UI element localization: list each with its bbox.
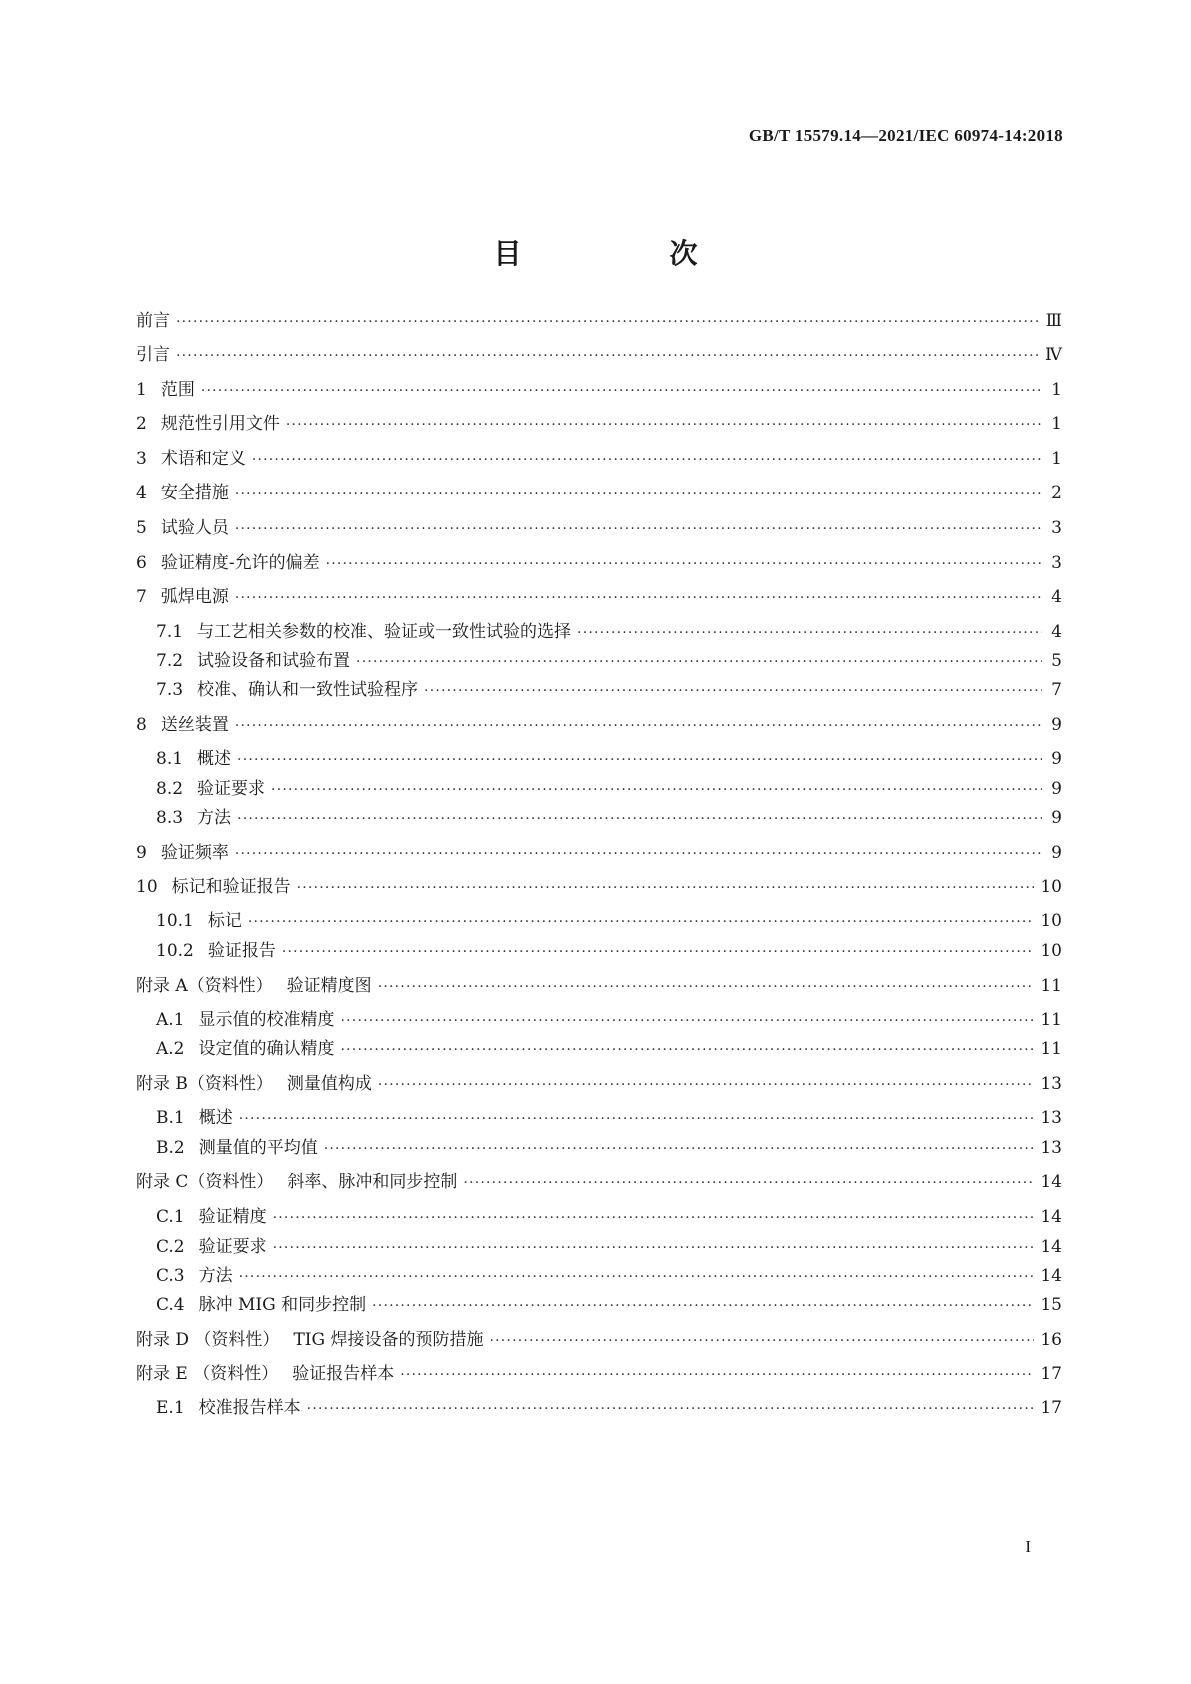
toc-entry[interactable] — [136, 1170, 1062, 1194]
toc-entry-page: 14 — [1040, 1172, 1062, 1192]
toc-entry-number: 附录 D （资料性） — [136, 1330, 280, 1350]
toc-dot-leader — [341, 1038, 1035, 1062]
toc-entry-title: 验证报告 — [207, 941, 276, 961]
toc-dot-leader — [372, 1294, 1034, 1318]
toc-entry-page: 4 — [1051, 622, 1062, 642]
toc-dot-leader — [273, 1206, 1035, 1230]
toc-entry-number: 8 — [136, 715, 147, 735]
toc-entry-page: 9 — [1051, 808, 1062, 828]
toc-entry-number: C.1 — [156, 1207, 185, 1227]
standard-code: GB/T 15579.14—2021/IEC 60974-14:2018 — [748, 126, 1063, 145]
toc-entry-page: 7 — [1051, 680, 1062, 700]
toc-entry-title: 设定值的确认精度 — [198, 1039, 335, 1059]
toc-entry-page: 9 — [1051, 715, 1062, 735]
toc-entry-page: 13 — [1040, 1108, 1062, 1128]
toc-entry-title: 术语和定义 — [160, 449, 246, 469]
toc-entry-number: A.1 — [156, 1010, 185, 1030]
toc-entry[interactable] — [156, 1293, 1062, 1317]
toc-dot-leader — [201, 379, 1042, 403]
toc-entry-page: 4 — [1051, 587, 1062, 607]
toc-entry-number: 附录 E （资料性） — [136, 1364, 279, 1384]
toc-entry-number: 10.2 — [156, 941, 194, 961]
toc-dot-leader — [463, 1171, 1034, 1195]
toc-entry-number: 附录 A（资料性） — [136, 976, 273, 996]
toc-entry-title: 脉冲 MIG 和同步控制 — [198, 1295, 367, 1315]
toc-entry-title: 验证精度 — [198, 1207, 267, 1227]
toc-entry-title: 验证报告样本 — [292, 1364, 395, 1384]
toc-entry-title: 验证频率 — [160, 843, 229, 863]
toc-entry[interactable] — [156, 1205, 1062, 1229]
toc-entry-page: 2 — [1051, 483, 1062, 503]
toc-entry-page: 9 — [1051, 749, 1062, 769]
toc-entry-title: 测量值构成 — [286, 1074, 372, 1094]
toc-entry-title: 方法 — [197, 808, 232, 828]
toc-dot-leader — [378, 975, 1035, 999]
toc-entry-page: 13 — [1040, 1138, 1062, 1158]
toc-entry-number: 7 — [136, 587, 147, 607]
toc-entry-title: 试验设备和试验布置 — [197, 651, 351, 671]
toc-dot-leader — [297, 876, 1035, 900]
toc-entry-page: 17 — [1040, 1364, 1062, 1384]
toc-entry-title: 校准、确认和一致性试验程序 — [197, 680, 419, 700]
toc-entry-title: 规范性引用文件 — [160, 414, 280, 434]
toc-entry[interactable] — [136, 841, 1062, 865]
toc-entry-title: 校准报告样本 — [198, 1398, 301, 1418]
toc-entry[interactable] — [156, 1235, 1062, 1259]
toc-dot-leader — [252, 448, 1042, 472]
toc-entry-title: 前言 — [136, 311, 170, 331]
toc-entry-number: 9 — [136, 843, 147, 863]
toc-entry[interactable] — [136, 585, 1062, 609]
toc-entry-title: 方法 — [198, 1266, 233, 1286]
toc-entry-number: 附录 C（资料性） — [136, 1172, 274, 1192]
toc-entry-number: 2 — [136, 414, 147, 434]
toc-entry-page: 1 — [1051, 380, 1062, 400]
toc-entry-title: 验证要求 — [197, 779, 266, 799]
toc-entry[interactable] — [156, 1264, 1062, 1288]
page-title: 目 次 — [493, 237, 758, 270]
toc-entry-title: 安全措施 — [160, 483, 229, 503]
toc-dot-leader — [282, 940, 1035, 964]
toc-entry-number: 1 — [136, 380, 147, 400]
toc-entry[interactable] — [136, 974, 1062, 998]
toc-dot-leader — [378, 1073, 1034, 1097]
toc-entry[interactable] — [156, 620, 1062, 644]
toc-entry[interactable] — [136, 1328, 1062, 1352]
toc-dot-leader — [326, 552, 1042, 576]
toc-entry-page: 5 — [1051, 651, 1062, 671]
toc-entry[interactable] — [136, 1072, 1062, 1096]
toc-entry-page: 9 — [1051, 843, 1062, 863]
toc-dot-leader — [324, 1137, 1035, 1161]
toc-entry-page: 3 — [1051, 553, 1062, 573]
toc-entry-number: C.2 — [156, 1237, 185, 1257]
toc-entry-number: 8.1 — [156, 749, 184, 769]
toc-entry[interactable] — [136, 551, 1062, 575]
toc-dot-leader — [235, 517, 1042, 541]
toc-entry-title: 标记 — [207, 911, 242, 931]
toc-entry-number: B.2 — [156, 1138, 185, 1158]
page-number: I — [1025, 1537, 1031, 1556]
toc-entry-title: 显示值的校准精度 — [198, 1010, 335, 1030]
toc-entry-page: 3 — [1051, 518, 1062, 538]
toc-entry-page: 14 — [1040, 1207, 1062, 1227]
toc-dot-leader — [489, 1329, 1034, 1353]
toc-entry-number: 8.3 — [156, 808, 184, 828]
toc-entry[interactable] — [156, 1008, 1062, 1032]
toc-entry-title: 与工艺相关参数的校准、验证或一致性试验的选择 — [197, 622, 572, 642]
toc-entry-title: 概述 — [197, 749, 232, 769]
toc-entry-title: 概述 — [198, 1108, 233, 1128]
toc-entry-number: B.1 — [156, 1108, 185, 1128]
toc-dot-leader — [286, 413, 1042, 437]
toc-entry[interactable] — [136, 309, 1062, 333]
toc-entry-number: C.3 — [156, 1266, 185, 1286]
toc-entry-page: 9 — [1051, 779, 1062, 799]
toc-dot-leader — [239, 1265, 1035, 1289]
toc-entry-page: 11 — [1040, 1010, 1062, 1030]
toc-entry-title: 验证精度-允许的偏差 — [160, 553, 320, 573]
toc-entry[interactable] — [136, 447, 1062, 471]
toc-entry-number: 6 — [136, 553, 147, 573]
toc-entry[interactable] — [136, 343, 1062, 367]
toc-dot-leader — [273, 1236, 1035, 1260]
toc-entry-number: 7.2 — [156, 651, 184, 671]
toc-entry-page: 13 — [1040, 1074, 1062, 1094]
toc-entry-title: 测量值的平均值 — [198, 1138, 318, 1158]
toc-entry-page: 10 — [1040, 941, 1062, 961]
toc-entry-page: 1 — [1051, 414, 1062, 434]
toc-entry-number: 7.1 — [156, 622, 184, 642]
toc-entry[interactable] — [156, 806, 1062, 830]
toc-entry[interactable] — [156, 649, 1062, 673]
toc-entry-number: 7.3 — [156, 680, 184, 700]
toc-entry[interactable] — [156, 939, 1062, 963]
toc-entry-title: 试验人员 — [160, 518, 229, 538]
toc-entry-page: 11 — [1040, 976, 1062, 996]
toc-entry-number: 3 — [136, 449, 147, 469]
toc-entry-page: 1 — [1051, 449, 1062, 469]
toc-entry[interactable] — [156, 909, 1062, 933]
toc-entry-page: 10 — [1040, 877, 1062, 897]
toc-dot-leader — [176, 310, 1040, 334]
toc-dot-leader — [307, 1397, 1035, 1421]
toc-entry-number: E.1 — [156, 1398, 185, 1418]
toc-entry-number: 10 — [136, 877, 158, 897]
toc-entry-title: 斜率、脉冲和同步控制 — [287, 1172, 458, 1192]
toc-entry-number: 10.1 — [156, 911, 194, 931]
toc-dot-leader — [424, 679, 1042, 703]
toc-entry-page: 11 — [1040, 1039, 1062, 1059]
toc-entry-page: 17 — [1040, 1398, 1062, 1418]
toc-entry[interactable] — [136, 1362, 1062, 1386]
toc-entry[interactable] — [156, 678, 1062, 702]
toc-entry[interactable] — [156, 777, 1062, 801]
toc-entry-number: 附录 B（资料性） — [136, 1074, 273, 1094]
toc-entry-number: 4 — [136, 483, 147, 503]
toc-entry[interactable] — [136, 713, 1062, 737]
toc-entry[interactable] — [136, 875, 1062, 899]
toc-dot-leader — [577, 621, 1042, 645]
toc-entry[interactable] — [136, 378, 1062, 402]
toc-entry-number: A.2 — [156, 1039, 185, 1059]
toc-entry-title: 验证要求 — [198, 1237, 267, 1257]
toc-dot-leader — [356, 650, 1042, 674]
toc-entry-title: 引言 — [136, 345, 170, 365]
toc-entry-page: Ⅳ — [1045, 345, 1062, 365]
toc-entry-page: 14 — [1040, 1237, 1062, 1257]
toc-entry-title: 弧焊电源 — [160, 587, 229, 607]
toc-entry-number: 5 — [136, 518, 147, 538]
toc-entry-page: 15 — [1040, 1295, 1062, 1315]
toc-dot-leader — [271, 778, 1042, 802]
toc-entry[interactable] — [156, 1396, 1062, 1420]
toc-dot-leader — [235, 842, 1042, 866]
toc-dot-leader — [176, 344, 1039, 368]
toc-dot-leader — [400, 1363, 1034, 1387]
toc-entry-title: 范围 — [160, 380, 195, 400]
toc-dot-leader — [239, 1107, 1035, 1131]
toc-entry[interactable] — [136, 412, 1062, 436]
toc-entry-page: Ⅲ — [1045, 311, 1062, 331]
toc-entry-page: 14 — [1040, 1266, 1062, 1286]
toc-entry[interactable] — [156, 747, 1062, 771]
toc-entry-title: 验证精度图 — [286, 976, 372, 996]
toc-entry-number: C.4 — [156, 1295, 185, 1315]
toc-entry[interactable] — [156, 1106, 1062, 1130]
toc-entry-page: 16 — [1040, 1330, 1062, 1350]
toc-entry[interactable] — [156, 1037, 1062, 1061]
toc-entry-title: 标记和验证报告 — [171, 877, 291, 897]
toc-dot-leader — [235, 586, 1042, 610]
toc-entry-title: TIG 焊接设备的预防措施 — [293, 1330, 484, 1350]
toc-entry[interactable] — [136, 516, 1062, 540]
toc-dot-leader — [341, 1009, 1035, 1033]
toc-entry-page: 10 — [1040, 911, 1062, 931]
toc-dot-leader — [237, 807, 1042, 831]
toc-dot-leader — [235, 482, 1042, 506]
toc-entry-number: 8.2 — [156, 779, 184, 799]
toc-dot-leader — [237, 748, 1042, 772]
toc-dot-leader — [248, 910, 1035, 934]
toc-entry-title: 送丝装置 — [160, 715, 229, 735]
toc-entry[interactable] — [156, 1136, 1062, 1160]
toc-entry[interactable] — [136, 481, 1062, 505]
toc-dot-leader — [235, 714, 1042, 738]
